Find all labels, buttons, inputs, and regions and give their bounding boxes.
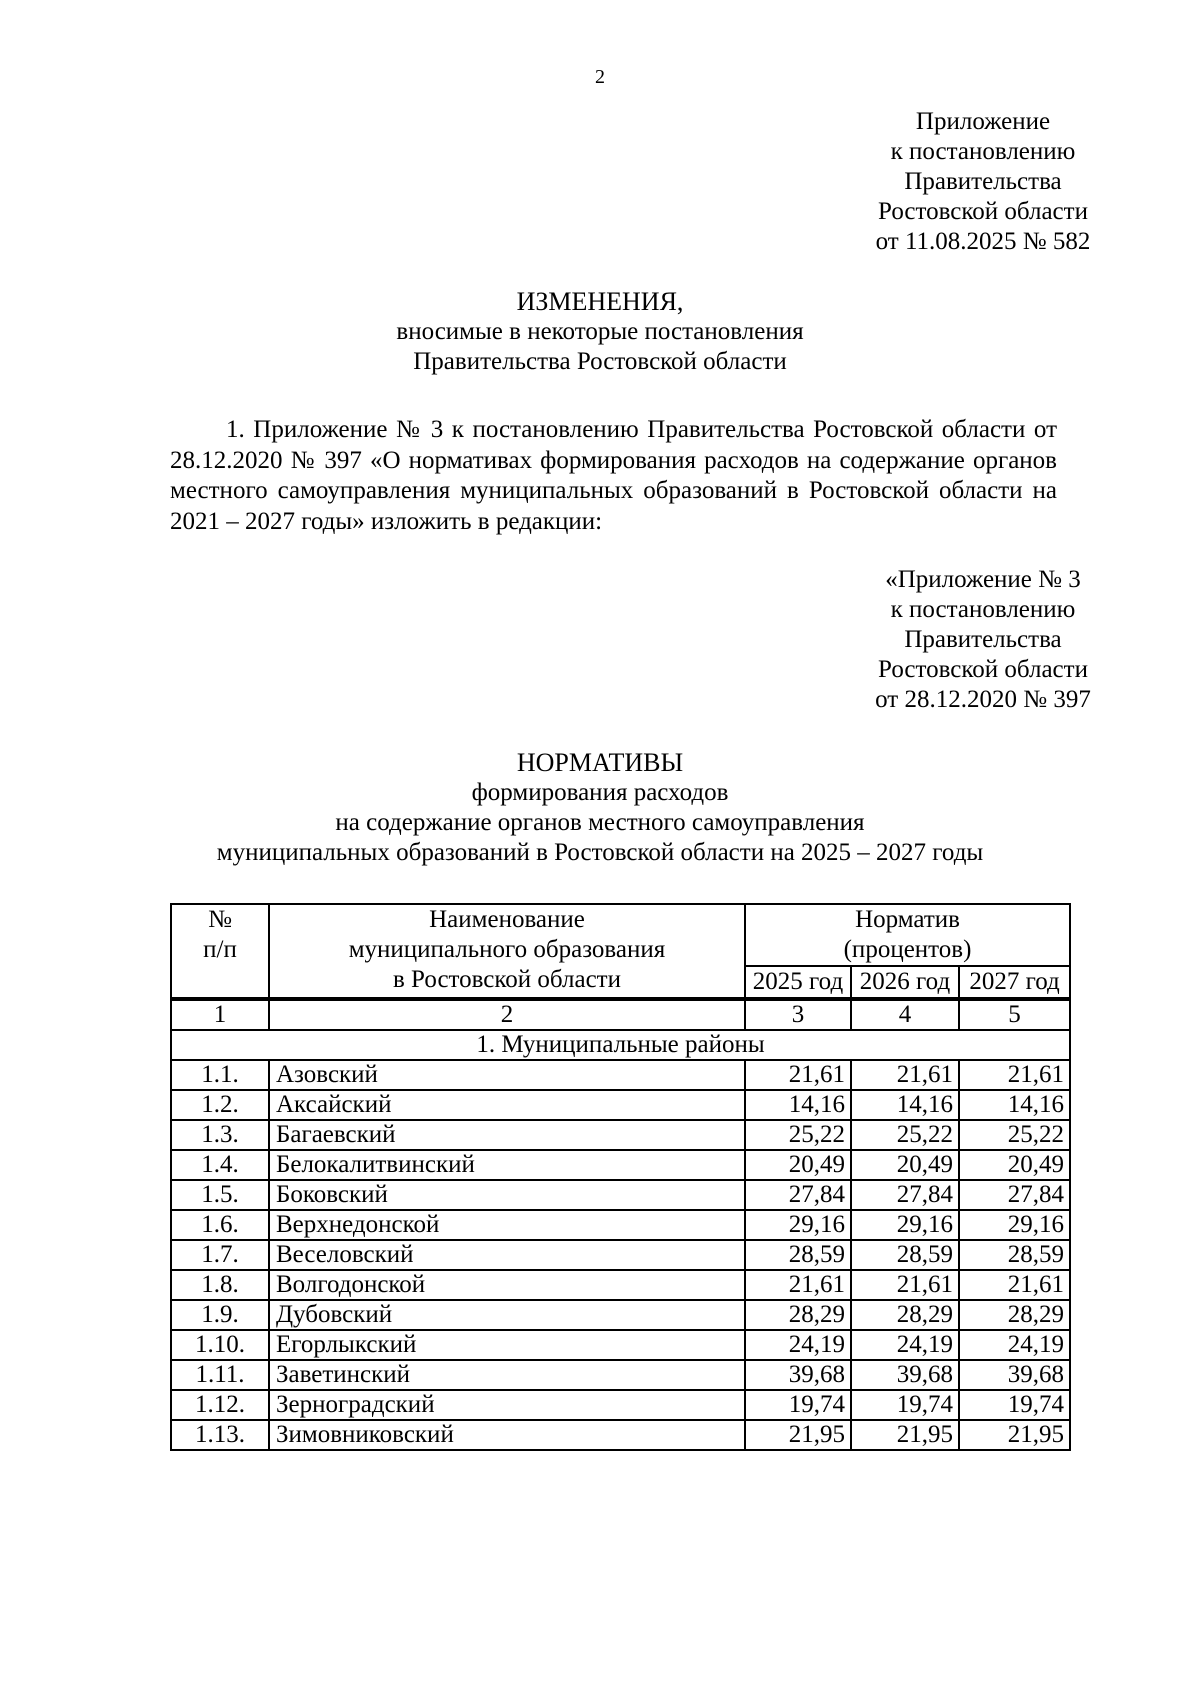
row-value-2027: 29,16 [959,1210,1070,1240]
norms-subtitle-line: на содержание органов местного самоуправления [335,809,865,836]
appendix-line: к постановлению [890,138,1076,165]
page-number: 2 [595,66,605,88]
row-name: Дубовский [269,1300,745,1330]
table-row [171,1150,1070,1180]
row-number: 1.13. [171,1420,269,1450]
norms-table [170,903,1071,1451]
header-name-line: муниципального образования [348,936,666,963]
row-value-2025: 21,61 [745,1060,851,1090]
row-number: 1.10. [171,1330,269,1360]
row-value-2027: 21,95 [959,1420,1070,1450]
row-value-2027: 14,16 [959,1090,1070,1120]
table-header-row [171,904,1070,935]
table-row [171,1180,1070,1210]
row-value-2025: 19,74 [745,1390,851,1420]
row-value-2027: 21,61 [959,1060,1070,1090]
row-value-2027: 25,22 [959,1120,1070,1150]
table-row [171,1300,1070,1330]
row-value-2025: 21,61 [745,1270,851,1300]
header-name [269,904,745,999]
row-value-2026: 19,74 [851,1390,959,1420]
row-value-2027: 20,49 [959,1150,1070,1180]
column-number: 3 [745,999,851,1030]
paragraph-1 [170,415,1057,537]
row-name: Егорлыкский [269,1330,745,1360]
changes-heading [0,287,1200,377]
row-value-2027: 39,68 [959,1360,1070,1390]
appendix-3-line: Правительства [904,626,1062,653]
table-row [171,1330,1070,1360]
table-row [171,1090,1070,1120]
column-number: 1 [171,999,269,1030]
row-name: Багаевский [269,1120,745,1150]
row-value-2026: 27,84 [851,1180,959,1210]
row-value-2026: 24,19 [851,1330,959,1360]
row-value-2027: 19,74 [959,1390,1070,1420]
row-value-2025: 27,84 [745,1180,851,1210]
column-number: 4 [851,999,959,1030]
header-year: 2027 год [959,966,1070,999]
row-value-2027: 21,61 [959,1270,1070,1300]
row-name: Зерноградский [269,1390,745,1420]
row-number: 1.11. [171,1360,269,1390]
row-value-2025: 20,49 [745,1150,851,1180]
row-value-2025: 29,16 [745,1210,851,1240]
row-value-2025: 28,29 [745,1300,851,1330]
row-name: Волгодонской [269,1270,745,1300]
row-value-2025: 39,68 [745,1360,851,1390]
norms-title: НОРМАТИВЫ [516,748,684,777]
norms-heading [0,748,1200,868]
header-year: 2025 год [745,966,851,999]
row-number: 1.3. [171,1120,269,1150]
row-value-2026: 20,49 [851,1150,959,1180]
header-number-line: п/п [203,936,237,963]
row-value-2026: 28,29 [851,1300,959,1330]
row-value-2027: 28,59 [959,1240,1070,1270]
norms-subtitle-line: муниципальных образований в Ростовской области на 2025 – 2027 годы [216,839,984,866]
header-year: 2026 год [851,966,959,999]
row-value-2027: 28,29 [959,1300,1070,1330]
row-name: Заветинский [269,1360,745,1390]
row-name: Зимовниковский [269,1420,745,1450]
header-norm-unit: (процентов) [745,935,1070,966]
appendix-line: Ростовской области [878,198,1088,225]
table-row [171,1060,1070,1090]
row-value-2026: 14,16 [851,1090,959,1120]
row-number: 1.8. [171,1270,269,1300]
paragraph-1-text: 1. Приложение № 3 к постановлению Правительства Ростовской области от 28.12.2020 № 397 «О нормативах формирования расходов на содержание органов местного самоуправления муниципальных образований в Ростовской области на 2021 – 2027 годы» изложить в редакции: [170,416,1057,535]
row-value-2026: 39,68 [851,1360,959,1390]
changes-subtitle-line: вносимые в некоторые постановления [396,318,804,345]
row-number: 1.9. [171,1300,269,1330]
row-number: 1.6. [171,1210,269,1240]
row-value-2026: 28,59 [851,1240,959,1270]
row-value-2026: 21,61 [851,1060,959,1090]
row-value-2025: 25,22 [745,1120,851,1150]
row-name: Боковский [269,1180,745,1210]
norms-subtitle-line: формирования расходов [471,779,729,806]
column-numbers-row [171,999,1070,1030]
row-value-2027: 27,84 [959,1180,1070,1210]
table-row [171,1120,1070,1150]
row-number: 1.7. [171,1240,269,1270]
header-norm: Норматив [745,904,1070,935]
row-value-2025: 14,16 [745,1090,851,1120]
row-number: 1.5. [171,1180,269,1210]
table-row [171,1240,1070,1270]
header-name-line: Наименование [429,906,585,933]
appendix-line: Правительства [904,168,1062,195]
appendix-3-line: к постановлению [890,596,1076,623]
header-name-line: в Ростовской области [393,966,621,993]
appendix-header [818,107,1148,257]
row-value-2026: 29,16 [851,1210,959,1240]
table-row [171,1270,1070,1300]
appendix-3-header [818,565,1148,715]
row-name: Веселовский [269,1240,745,1270]
table-row [171,1390,1070,1420]
header-number-line: № [208,906,232,933]
appendix-line: от 11.08.2025 № 582 [875,228,1091,255]
row-name: Аксайский [269,1090,745,1120]
section-row [171,1030,1070,1060]
row-value-2027: 24,19 [959,1330,1070,1360]
row-value-2025: 28,59 [745,1240,851,1270]
column-number: 2 [269,999,745,1030]
row-value-2026: 21,95 [851,1420,959,1450]
row-number: 1.1. [171,1060,269,1090]
row-name: Азовский [269,1060,745,1090]
column-number: 5 [959,999,1070,1030]
row-value-2026: 21,61 [851,1270,959,1300]
row-value-2025: 21,95 [745,1420,851,1450]
table-row [171,1420,1070,1450]
header-number [171,904,269,999]
changes-title: ИЗМЕНЕНИЯ, [516,287,684,316]
row-value-2026: 25,22 [851,1120,959,1150]
changes-subtitle-line: Правительства Ростовской области [413,348,787,375]
appendix-3-line: Ростовской области [878,656,1088,683]
table-row [171,1210,1070,1240]
row-number: 1.4. [171,1150,269,1180]
row-value-2025: 24,19 [745,1330,851,1360]
row-number: 1.12. [171,1390,269,1420]
appendix-line: Приложение [915,108,1051,135]
row-name: Верхнедонской [269,1210,745,1240]
appendix-3-line: «Приложение № 3 [885,566,1081,593]
row-name: Белокалитвинский [269,1150,745,1180]
table-row [171,1360,1070,1390]
row-number: 1.2. [171,1090,269,1120]
section-title: 1. Муниципальные районы [171,1030,1070,1060]
appendix-3-line: от 28.12.2020 № 397 [875,686,1091,713]
